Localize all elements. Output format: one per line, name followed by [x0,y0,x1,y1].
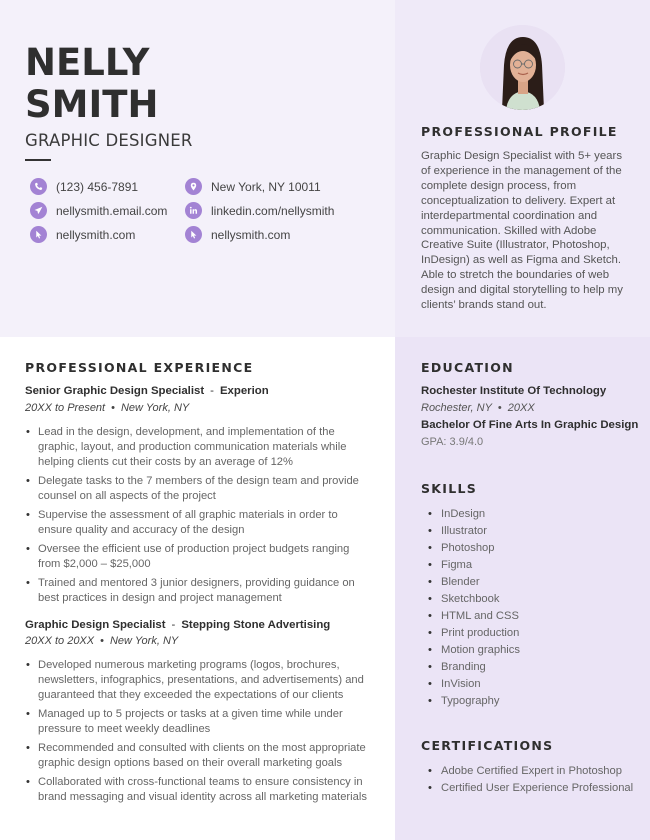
contact-text: (123) 456-7891 [56,179,139,194]
phone-icon [30,178,47,195]
last-name: SMITH [25,83,159,126]
separator: - [171,619,176,631]
experience-heading: PROFESSIONAL EXPERIENCE [25,360,254,375]
job-2-position: Graphic Design Specialist [25,619,166,631]
skill-item: • Illustrator [428,523,520,540]
list-item: • Oversee the efficient use of production project budgets ranging from $2,000 – $25,000 [26,542,371,572]
certifications-list [428,763,633,797]
education-gpa: GPA: 3.9/4.0 [421,436,484,448]
job-title: GRAPHIC DESIGNER [25,131,193,150]
skill-item: • Motion graphics [428,642,520,659]
list-item: • Managed up to 5 projects or tasks at a given time while under pressure to meet weekly deadlines [26,707,376,737]
certification-item: • Certified User Experience Professional [428,780,633,797]
skill-item: • Sketchbook [428,591,520,608]
skill-item: • Blender [428,574,520,591]
portrait-illustration-icon [480,25,565,110]
skills-heading: SKILLS [421,481,478,496]
skill-item: • InVision [428,676,520,693]
title-divider [25,159,51,161]
skill-item: • Typography [428,693,520,710]
list-item: • Developed numerous marketing programs (logos, brochures, newsletters, infographics, presentations, and advertisements) and guaranteed that they exceeded the expectations of our clients [26,658,376,703]
job-2-dates: 20XX to 20XX [25,635,95,647]
list-item: • Collaborated with cross-functional teams to ensure consistency in brand messaging and visual identity across all marketing materials [26,775,376,805]
profile-summary: Graphic Design Specialist with 5+ years of experience in the management of the complete design process, from conceptualization to delivery. Expert at interdepartmental coordination and communication. Skilled with Adobe Creative Suite (Illustrator, Photoshop, InDesign) as well as Figma and Sketch. Able to stretch the boundaries of web design and digital storytelling to help my clients’ brands stand out. [421,150,623,312]
contact-email [30,202,167,219]
contact-location [185,178,321,195]
contact-text: nellysmith.com [56,227,136,242]
job-1-bullets [26,425,371,610]
contact-website [30,226,135,243]
job-1-meta [25,402,189,414]
contact-text: New York, NY 10011 [211,179,321,194]
job-1-company: Experion [219,385,269,397]
skill-item: • Figma [428,557,520,574]
contact-linkedin [185,202,334,219]
certification-item: • Adobe Certified Expert in Photoshop [428,763,633,780]
list-item: • Recommended and consulted with clients on the most appropriate graphic design options based on their overall marketing goals [26,741,376,771]
list-item: • Trained and mentored 3 junior designers, providing guidance on best practices in design and project management [26,576,371,606]
job-1-position: Senior Graphic Design Specialist [25,385,205,397]
job-2-location: New York, NY [109,635,179,647]
profile-photo [480,25,565,110]
candidate-name [25,42,158,126]
list-item: • Lead in the design, development, and implementation of the graphic, layout, and production communication materials while helping clients cut their costs by an average of 12% [26,425,371,470]
list-item: • Supervise the assessment of all graphic materials in order to ensure quality and accuracy of the design [26,508,371,538]
job-1-dates: 20XX to Present [25,402,106,414]
cursor-pointer-icon [185,226,202,243]
profile-heading: PROFESSIONAL PROFILE [421,124,618,139]
bullet-separator: • [111,402,115,414]
bullet-separator: • [100,635,104,647]
job-1-location: New York, NY [120,402,190,414]
first-name: NELLY [25,41,150,84]
skill-item: • Print production [428,625,520,642]
linkedin-icon [185,202,202,219]
education-meta [421,402,535,414]
education-school: Rochester Institute Of Technology [421,385,607,397]
cursor-pointer-icon [30,226,47,243]
skill-item: • Photoshop [428,540,520,557]
skill-item: • InDesign [428,506,520,523]
job-2-title [25,619,330,631]
education-heading: EDUCATION [421,360,514,375]
job-2-company: Stepping Stone Advertising [181,619,331,631]
send-email-icon [30,202,47,219]
bullet-separator: • [497,402,502,414]
contact-text: nellysmith.com [211,227,291,242]
skills-list [428,506,520,710]
list-item: • Delegate tasks to the 7 members of the design team and provide counsel on all aspects of the project [26,474,371,504]
skill-item: • HTML and CSS [428,608,520,625]
separator: - [210,385,214,397]
job-2-bullets [26,658,376,809]
contact-text: linkedin.com/nellysmith [211,203,335,218]
contact-text: nellysmith.email.com [56,203,168,218]
contact-phone [30,178,138,195]
education-degree: Bachelor Of Fine Arts In Graphic Design [421,419,639,431]
job-2-meta [25,635,178,647]
location-pin-icon [185,178,202,195]
certifications-heading: CERTIFICATIONS [421,738,554,753]
job-1-title [25,385,269,397]
education-year: 20XX [507,402,535,414]
skill-item: • Branding [428,659,520,676]
contact-portfolio [185,226,290,243]
education-location: Rochester, NY [421,402,492,414]
